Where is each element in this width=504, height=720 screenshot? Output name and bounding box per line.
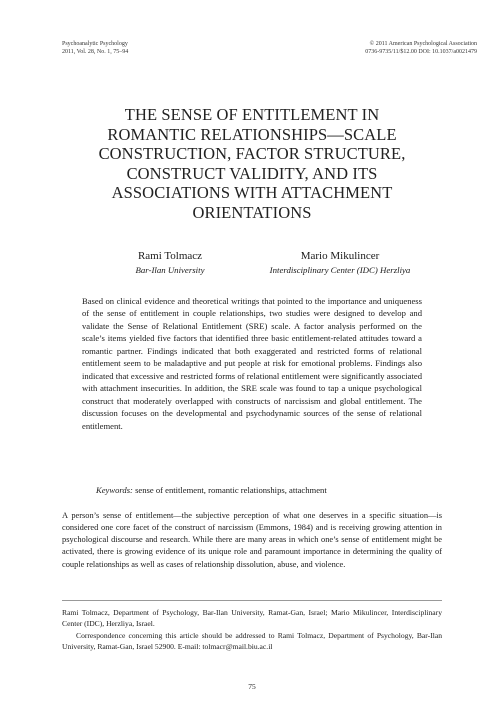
author-affiliation: Interdisciplinary Center (IDC) Herzliya [269,265,411,275]
keywords [96,485,416,496]
title-line: CONSTRUCTION, FACTOR STRUCTURE, [98,144,406,164]
author-block [250,250,430,276]
title-line: ORIENTATIONS [192,202,312,222]
author-name: Mario Mikulincer [300,250,380,262]
author-name: Rami Tolmacz [137,250,203,262]
title-line: THE SENSE OF ENTITLEMENT IN [124,105,380,124]
footnote-divider [62,600,442,601]
title-line: ASSOCIATIONS WITH ATTACHMENT [111,183,393,203]
copyright-notice: © 2011 American Psychological Association [369,41,477,47]
journal-volume: 2011, Vol. 28, No. 1, 75–94 [62,49,129,55]
running-head-right [365,40,477,56]
page-number: 75 [248,682,256,691]
keywords-text: sense of entitlement, romantic relationships, attachment [135,485,327,495]
article-title [60,105,444,223]
journal-name: Psychoanalytic Psychology [62,41,128,47]
doi-line: 0736-9735/11/$12.00 DOI: 10.1037/a0021479 [365,49,477,55]
running-head-left [62,40,128,56]
author-block [100,250,240,276]
body-paragraph: A person’s sense of entitlement—the subjective perception of what one deserves in a specific situation—is considered one core facet of the construct of narcissism (Emmons, 1984) and is receiving growing attention in psychological discourse and research. While there are many areas in which one’s sense of entitlement might be activated, there is growing evidence of its unique role and paramount importance in determining the quality of couple relationships as well as cases of relationship dissolution, abuse, and violence. [62,511,442,569]
abstract: Based on clinical evidence and theoretical writings that pointed to the importance and uniqueness of the sense of entitlement in couple relationships, two studies were designed to develop and validate the Sense of Relational Entitlement (SRE) scale. A factor analysis performed on the scale’s items yielded five factors that identified three basic entitlement-related attitudes toward a romantic partner. Findings indicated that both exaggerated and restricted forms of relational entitlement seem to be maladaptive and put people at risk for emotional problems. Findings also indicated that excessive and restricted forms of relational entitlement were significantly associated with attachment insecurities. In addition, the SRE scale was found to tap a unique psychological construct that moderately overlapped with constructs of narcissism and global entitlement. The discussion focuses on the developmental and psychodynamic sources of the sense of relational entitlement. [82,296,422,431]
author-note: Rami Tolmacz, Department of Psychology, Bar-Ilan University, Ramat-Gan, Israel; Mario Mikulincer, Interdisciplinary Center (IDC), Herzliya, Israel. [62,608,442,628]
title-line: CONSTRUCT VALIDITY, AND ITS [126,163,378,183]
author-affiliation: Bar-Ilan University [135,265,205,275]
title-line: ROMANTIC RELATIONSHIPS—SCALE [107,124,397,144]
keywords-label: Keywords: [96,485,133,495]
correspondence-note: Correspondence concerning this article should be addressed to Rami Tolmacz, Department of Psychology, Bar-Ilan University, Ramat-Gan, Israel 52900. E-mail: tolmacr@mail.biu.ac.il [62,631,442,651]
